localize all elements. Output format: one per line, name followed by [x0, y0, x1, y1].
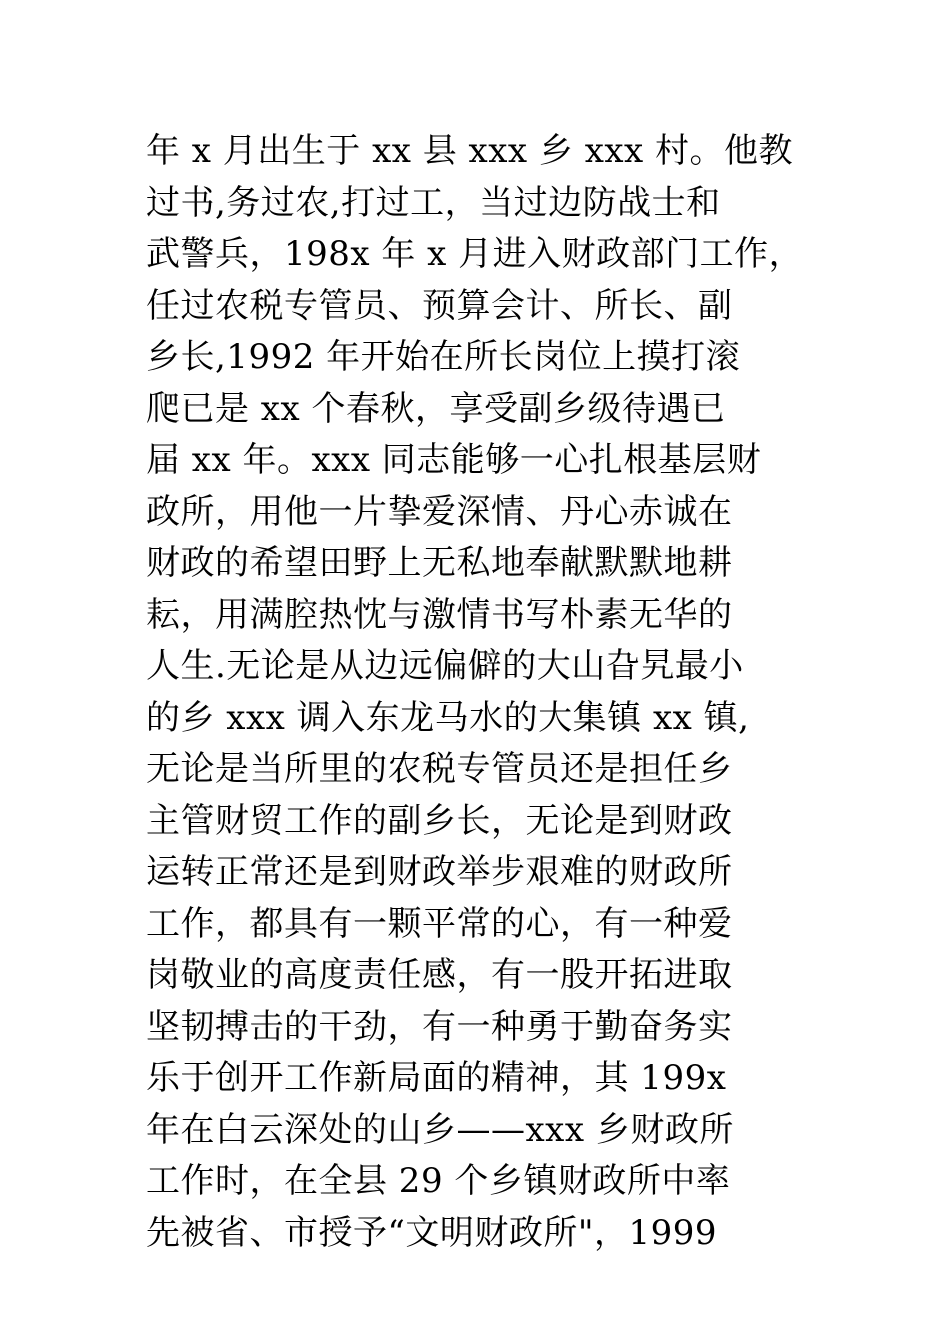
text-line: 先被省、市授予“文明财政所"，1999 — [146, 1212, 718, 1253]
text-line: 年 x 月出生于 xx 县 xxx 乡 xxx 村。他教 — [146, 131, 794, 171]
text-line: 武警兵，198x 年 x 月进入财政部门工作， — [146, 234, 804, 274]
text-line: 过书,务过农,打过工，当过边防战士和 — [146, 182, 721, 223]
text-line: 爬已是 xx 个春秋，享受副乡级待遇已 — [146, 388, 726, 429]
text-line: 无论是当所里的农税专管员还是担任乡 — [146, 749, 733, 789]
text-line: 运转正常还是到财政举步艰难的财政所 — [146, 852, 733, 892]
text-line: 政所，用他一片挚爱深情、丹心赤诚在 — [146, 491, 733, 532]
text-line: 工作，都具有一颗平常的心，有一种爱 — [146, 903, 733, 944]
text-line: 的乡 xxx 调入东龙马水的大集镇 xx 镇, — [146, 697, 750, 738]
text-line: 耘，用满腔热忱与激情书写朴素无华的 — [146, 594, 733, 635]
text-line: 任过农税专管员、预算会计、所长、副 — [146, 285, 733, 326]
text-line: 乡长,1992 年开始在所长岗位上摸打滚 — [146, 337, 741, 377]
text-line: 主管财贸工作的副乡长，无论是到财政 — [146, 800, 733, 841]
text-line: 乐于创开工作新局面的精神，其 199x — [146, 1058, 727, 1098]
body-paragraph — [146, 126, 826, 1259]
text-line: 财政的希望田野上无私地奉献默默地耕 — [146, 543, 733, 583]
text-line: 人生.无论是从边远偏僻的大山旮旯最小 — [146, 646, 744, 686]
text-line: 岗敬业的高度责任感，有一股开拓进取 — [146, 955, 733, 995]
text-line: 坚韧搏击的干劲，有一种勇于勤奋务实 — [146, 1006, 733, 1047]
text-line: 年在白云深处的山乡——xxx 乡财政所 — [146, 1109, 734, 1150]
text-line: 届 xx 年。xxx 同志能够一心扎根基层财 — [146, 440, 762, 480]
text-line: 工作时，在全县 29 个乡镇财政所中率 — [146, 1161, 731, 1201]
